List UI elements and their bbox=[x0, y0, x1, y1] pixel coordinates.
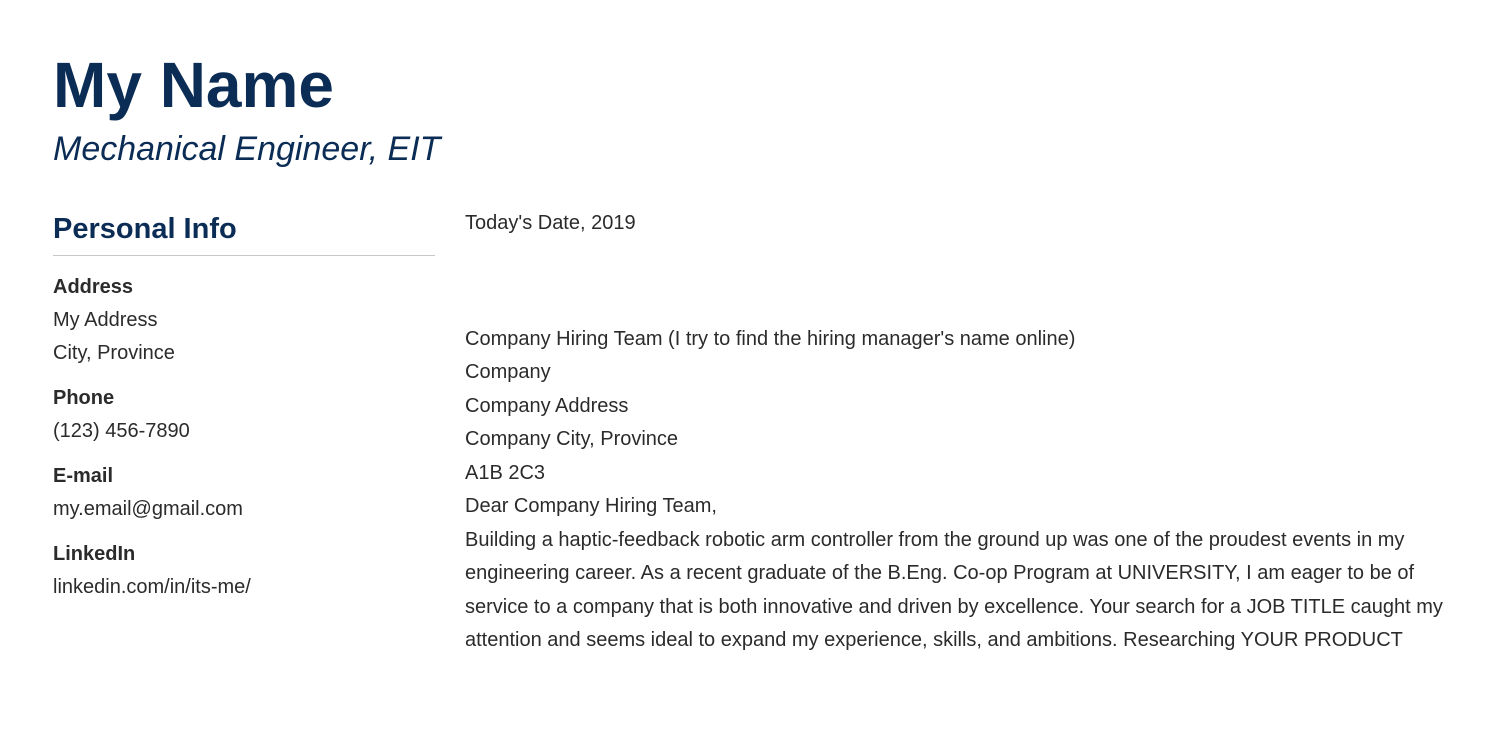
personal-info-heading: Personal Info bbox=[53, 209, 435, 256]
linkedin-value: linkedin.com/in/its-me/ bbox=[53, 576, 251, 598]
letter-date: Today's Date, 2019 bbox=[465, 212, 636, 234]
address-line-1: My Address bbox=[53, 309, 158, 331]
phone-label: Phone bbox=[53, 387, 115, 409]
recipient-line: Company Hiring Team (I try to find the hiring manager's name online) bbox=[465, 327, 1076, 350]
email-group bbox=[53, 460, 435, 526]
address-group bbox=[53, 271, 435, 370]
recipient-line: A1B 2C3 bbox=[465, 461, 546, 484]
linkedin-group bbox=[53, 538, 435, 604]
recipient-line: Company bbox=[465, 361, 551, 383]
phone-group bbox=[53, 382, 435, 448]
recipient-line: Company Address bbox=[465, 394, 629, 417]
cover-letter bbox=[465, 207, 1455, 658]
phone-value: (123) 456-7890 bbox=[53, 420, 190, 442]
email-value: my.email@gmail.com bbox=[53, 498, 243, 520]
address-line-2: City, Province bbox=[53, 342, 175, 364]
letter-greeting: Dear Company Hiring Team, bbox=[465, 495, 717, 517]
linkedin-label: LinkedIn bbox=[53, 543, 136, 565]
address-label: Address bbox=[53, 276, 134, 298]
resume-name: My Name bbox=[53, 49, 334, 121]
personal-info-sidebar bbox=[53, 209, 435, 604]
letter-paragraph: Building a haptic-feedback robotic arm controller from the ground up was one of the proudest events in my engineering career. As a recent graduate of the B.Eng. Co-op Program at UNIVERSITY, I am eager to be of service to a company that is both innovative and driven by excellence. Your search for a JOB TITLE caught my attention and seems ideal to expand my experience, skills, and ambitions. Researching YOUR PRODUCT bbox=[465, 528, 1443, 651]
recipient-block bbox=[465, 323, 1455, 491]
job-title: Mechanical Engineer, EIT bbox=[53, 130, 441, 168]
recipient-line: Company City, Province bbox=[465, 428, 679, 450]
email-label: E-mail bbox=[53, 465, 114, 487]
